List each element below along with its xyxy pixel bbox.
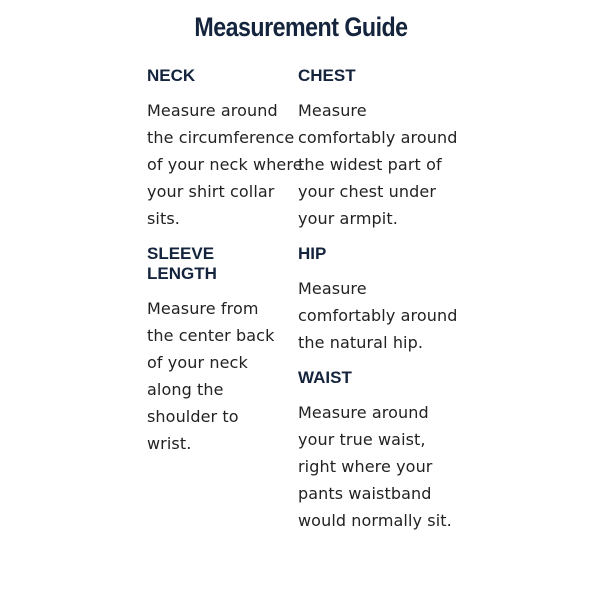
left-column bbox=[147, 66, 307, 469]
section-heading-waist: WAIST bbox=[298, 368, 352, 387]
section-chest bbox=[298, 66, 458, 232]
right-column bbox=[298, 66, 458, 546]
section-description-waist: Measure around your true waist, right where your pants waistband would normally sit. bbox=[298, 403, 452, 530]
section-heading-chest: CHEST bbox=[298, 66, 356, 85]
section-sleeve-length bbox=[147, 244, 307, 457]
section-neck bbox=[147, 66, 307, 232]
section-description-hip: Measure comfortably around the natural hip. bbox=[298, 279, 458, 352]
section-heading-sleeve-length: SLEEVE LENGTH bbox=[147, 244, 217, 283]
section-waist bbox=[298, 368, 458, 534]
page-title: Measurement Guide bbox=[194, 12, 408, 42]
section-description-chest: Measure comfortably around the widest part of your chest under your armpit. bbox=[298, 101, 458, 228]
section-heading-hip: HIP bbox=[298, 244, 327, 263]
section-hip bbox=[298, 244, 458, 356]
section-description-sleeve-length: Measure from the center back of your neck along the shoulder to wrist. bbox=[147, 299, 275, 453]
section-description-neck: Measure around the circumference of your neck where your shirt collar sits. bbox=[147, 101, 303, 228]
measurement-guide-card bbox=[121, 0, 481, 600]
section-heading-neck: NECK bbox=[147, 66, 196, 85]
